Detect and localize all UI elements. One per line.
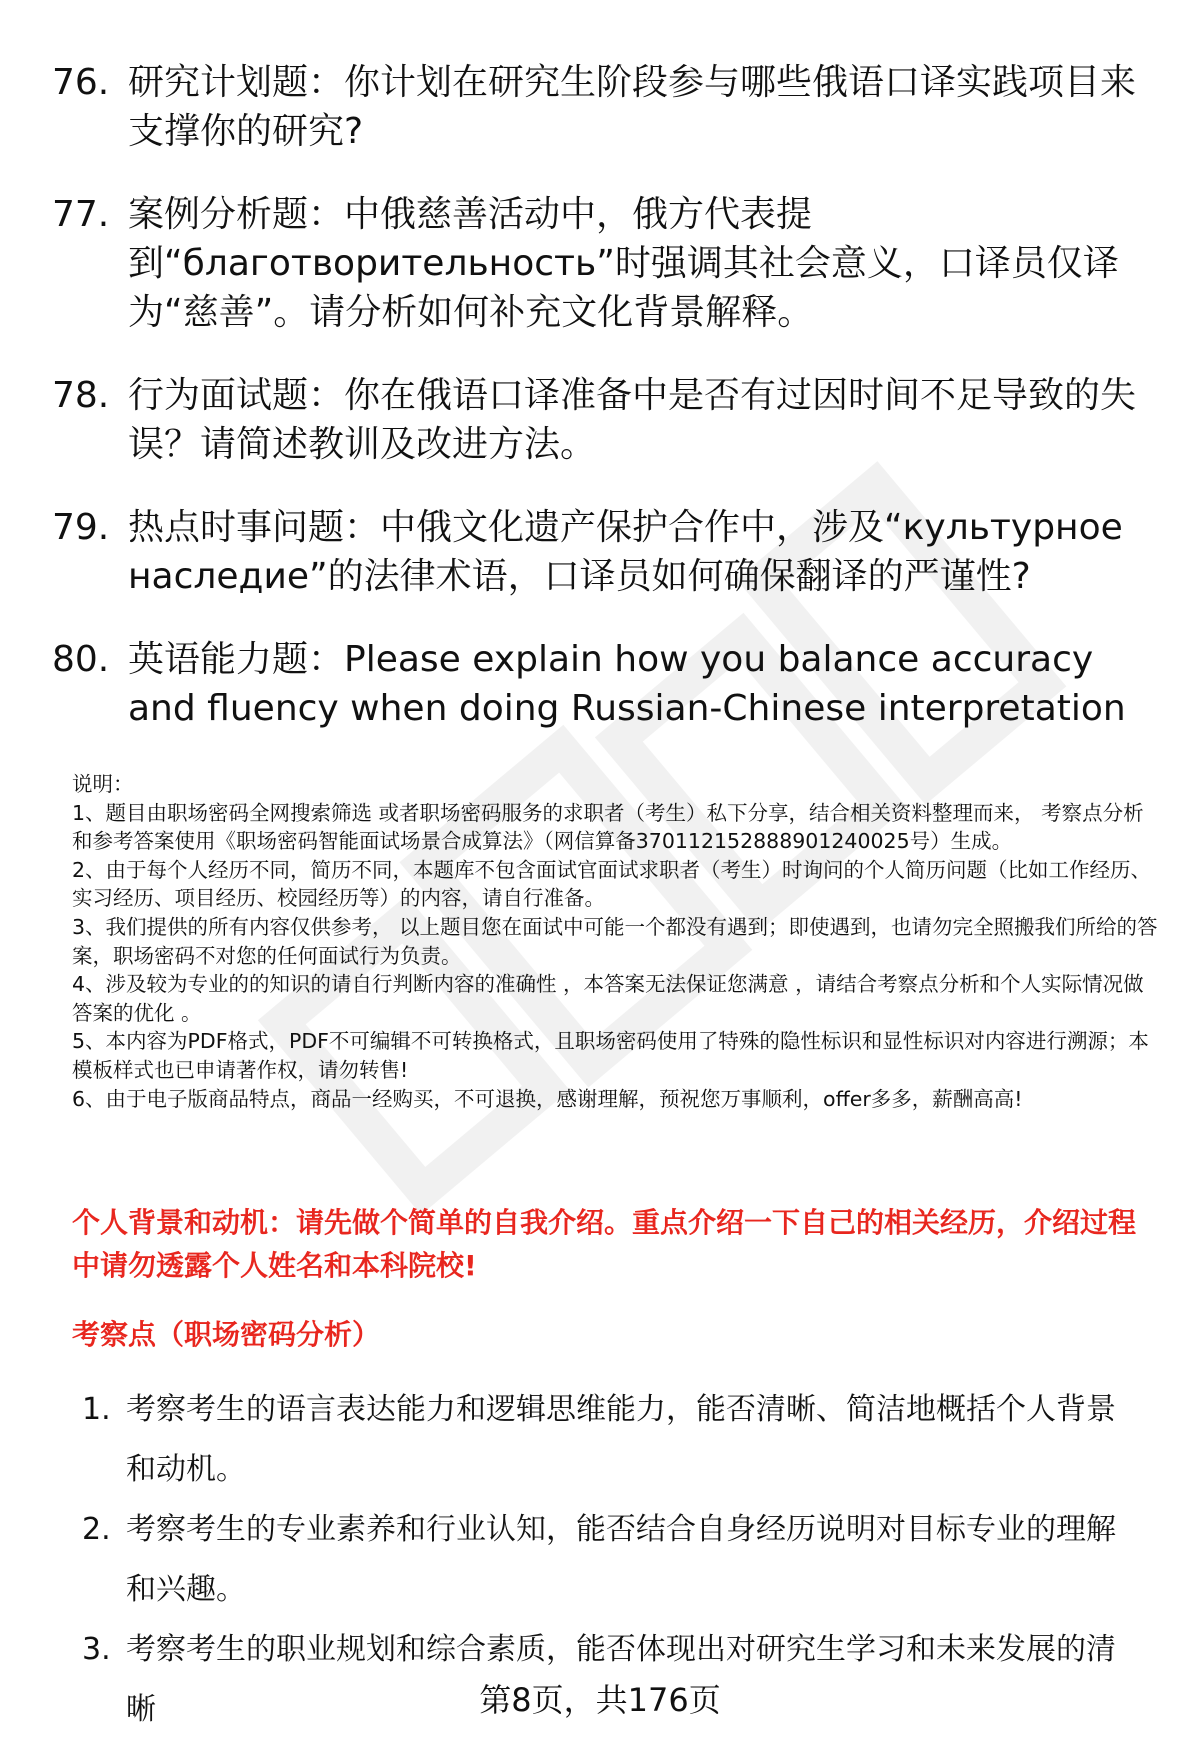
key-points-heading: 考察点（职场密码分析） (72, 1318, 381, 1351)
question-number: 80. (52, 639, 110, 680)
question-text: 英语能力题：Please explain how you balance accuracy and fluency when doing Russian-Chinese interpretation (128, 639, 1126, 729)
key-point-text: 考察考生的语言表达能力和逻辑思维能力，能否清晰、简洁地概括个人背景和动机。 (126, 1392, 1116, 1487)
notes-title: 说明： (72, 772, 134, 796)
intro-question: 个人背景和动机：请先做个简单的自我介绍。重点介绍一下自己的相关经历，介绍过程中请勿透露个人姓名和本科院校! (72, 1206, 1137, 1282)
note-item: 4、涉及较为专业的的知识的请自行判断内容的准确性 ，本答案无法保证您满意 ，请结合考察点分析和个人实际情况做答案的优化 。 (72, 972, 1144, 1025)
key-point-item (82, 1380, 1152, 1500)
question-list (52, 58, 1152, 767)
question-item (52, 58, 1152, 156)
question-item (52, 635, 1152, 733)
note-item: 5、本内容为PDF格式，PDF不可编辑不可转换格式，且职场密码使用了特殊的隐性标识和显性标识对内容进行溯源；本模板样式也已申请著作权，请勿转售! (72, 1029, 1149, 1082)
page-footer: 第8页，共176页 (479, 1681, 721, 1719)
note-item: 6、由于电子版商品特点，商品一经购买，不可退换，感谢理解，预祝您万事顺利，offer多多，薪酬高高! (72, 1086, 1023, 1111)
key-point-number: 3. (82, 1632, 111, 1667)
question-item (52, 503, 1152, 601)
question-text: 案例分析题：中俄慈善活动中，俄方代表提到“благотворительность”时强调其社会意义，口译员仅译为“慈善”。请分析如何补充文化背景解释。 (128, 194, 1119, 333)
note-item: 2、由于每个人经历不同，简历不同，本题库不包含面试官面试求职者（考生）时询问的个人简历问题（比如工作经历、实习经历、项目经历、校园经历等）的内容，请自行准备。 (72, 857, 1152, 911)
key-point-number: 1. (82, 1392, 111, 1427)
key-point-text: 考察考生的专业素养和行业认知，能否结合自身经历说明对目标专业的理解和兴趣。 (126, 1512, 1116, 1607)
note-item: 1、题目由职场密码全网搜索筛选 或者职场密码服务的求职者（考生）私下分享，结合相关资料整理而来， 考察点分析和参考答案使用《职场密码智能面试场景合成算法》（网信算备370112152888901240025号）生成。 (72, 800, 1144, 854)
question-number: 79. (52, 507, 110, 548)
question-item (52, 190, 1152, 337)
notes-section (72, 770, 1158, 1113)
question-number: 78. (52, 375, 110, 416)
key-point-text: 考察考生的职业规划和综合素质，能否体现出对研究生学习和未来发展的清晰 (126, 1632, 1116, 1727)
key-point-item (82, 1500, 1152, 1620)
key-point-number: 2. (82, 1512, 111, 1547)
question-item (52, 371, 1152, 469)
question-number: 77. (52, 194, 110, 235)
question-text: 研究计划题：你计划在研究生阶段参与哪些俄语口译实践项目来支撑你的研究? (128, 62, 1137, 152)
question-number: 76. (52, 62, 110, 103)
question-text: 热点时事问题：中俄文化遗产保护合作中，涉及“культурное наследие”的法律术语，口译员如何确保翻译的严谨性? (128, 507, 1123, 597)
note-item: 3、我们提供的所有内容仅供参考， 以上题目您在面试中可能一个都没有遇到；即使遇到，也请勿完全照搬我们所给的答案，职场密码不对您的任何面试行为负责。 (72, 914, 1158, 968)
question-text: 行为面试题：你在俄语口译准备中是否有过因时间不足导致的失误？请简述教训及改进方法。 (128, 375, 1137, 465)
